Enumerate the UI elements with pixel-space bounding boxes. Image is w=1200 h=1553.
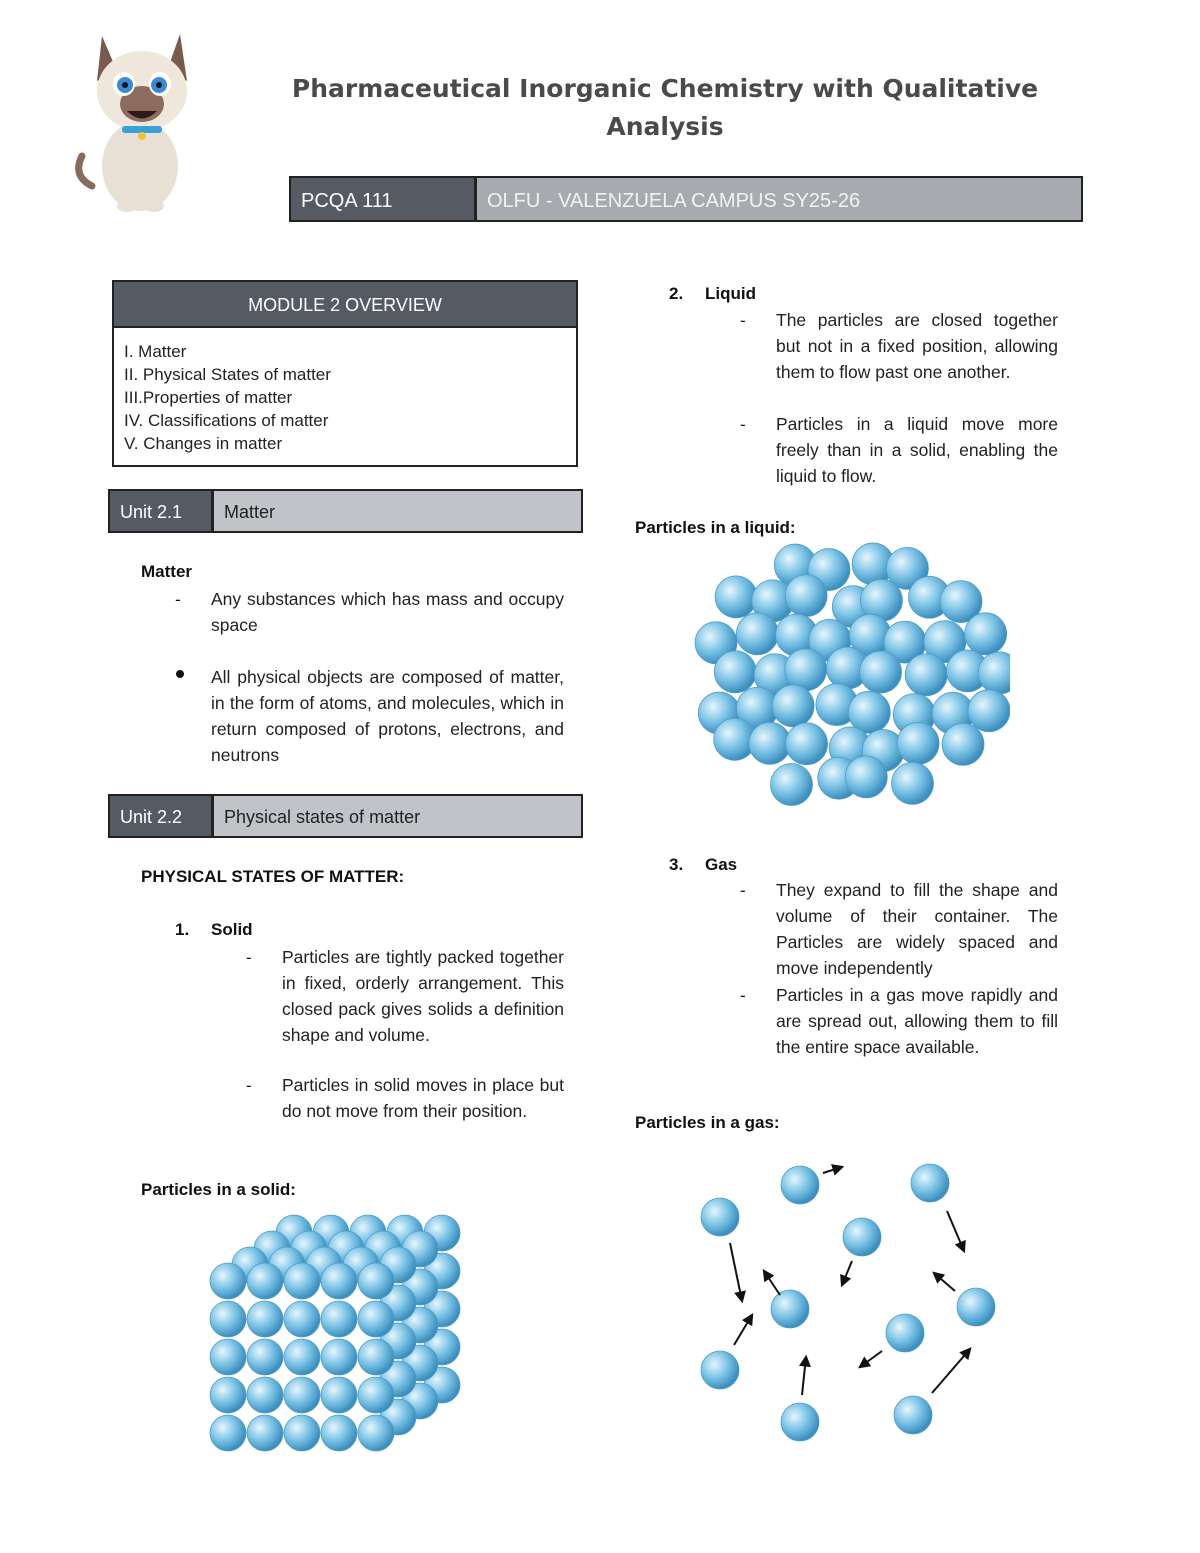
particle xyxy=(957,1288,995,1326)
liquid-heading: Liquid xyxy=(705,284,756,303)
gas-heading: Gas xyxy=(705,855,738,874)
particle xyxy=(701,1351,739,1389)
particle xyxy=(210,1339,246,1375)
solid-heading: Solid xyxy=(211,920,253,939)
liquid-number: 2. xyxy=(669,284,684,303)
states-heading: PHYSICAL STATES OF MATTER: xyxy=(141,867,405,886)
particle xyxy=(701,1198,739,1236)
particle xyxy=(886,1314,924,1352)
particle xyxy=(897,722,939,764)
particle xyxy=(210,1415,246,1451)
particle xyxy=(321,1377,357,1413)
cat-mascot-icon xyxy=(72,26,202,216)
particle xyxy=(749,722,791,764)
particle xyxy=(891,762,933,804)
particle xyxy=(911,1164,949,1202)
unit-code: Unit 2.1 xyxy=(110,491,214,531)
motion-arrow-icon xyxy=(934,1273,955,1291)
particle xyxy=(210,1377,246,1413)
particle xyxy=(736,613,778,655)
particle xyxy=(284,1415,320,1451)
particle xyxy=(358,1415,394,1451)
course-header-bar xyxy=(289,176,1083,222)
particle xyxy=(786,723,828,765)
dash-marker: - xyxy=(246,948,252,967)
particle xyxy=(321,1263,357,1299)
particle xyxy=(968,690,1010,732)
gas-particles-illustration xyxy=(690,1155,1010,1445)
overview-item: V. Changes in matter xyxy=(124,434,283,453)
particle xyxy=(321,1339,357,1375)
liquid-text-1: The particles are closed together but not in a fixed position, allowing them to flow past one another. xyxy=(776,310,1058,382)
particle xyxy=(284,1301,320,1337)
particle xyxy=(772,685,814,727)
gas-caption: Particles in a gas: xyxy=(635,1113,780,1132)
particle xyxy=(321,1415,357,1451)
liquid-text-2: Particles in a liquid move more freely than in a solid, enabling the liquid to flow. xyxy=(776,414,1058,486)
solid-text-1: Particles are tightly packed together in fixed, orderly arrangement. This closed pack gives solids a definition shape and volume. xyxy=(282,947,564,1045)
particle xyxy=(247,1263,283,1299)
particle xyxy=(785,649,827,691)
campus-label: OLFU - VALENZUELA CAMPUS SY25-26 xyxy=(487,190,861,212)
particle xyxy=(358,1263,394,1299)
dash-marker: - xyxy=(175,590,181,609)
particle xyxy=(247,1377,283,1413)
motion-arrow-icon xyxy=(764,1271,780,1295)
particle xyxy=(905,654,947,696)
matter-bullet: All physical objects are composed of matter, in the form of atoms, and molecules, which in return composed of protons, electrons, and neutrons xyxy=(211,667,564,765)
particle xyxy=(247,1339,283,1375)
liquid-particles-illustration xyxy=(690,535,1010,820)
solid-caption: Particles in a solid: xyxy=(141,1180,296,1199)
gas-number: 3. xyxy=(669,855,684,874)
unit-name: Matter xyxy=(224,502,276,522)
unit-code: Unit 2.2 xyxy=(110,796,214,836)
gas-text-2: Particles in a gas move rapidly and are spread out, allowing them to fill the entire space available. xyxy=(776,985,1058,1057)
particle xyxy=(715,576,757,618)
unit-name: Physical states of matter xyxy=(224,807,421,827)
unit-2-1-bar xyxy=(108,489,583,533)
particle xyxy=(714,651,756,693)
particle xyxy=(965,613,1007,655)
gas-text-1: They expand to fill the shape and volume of their container. The Particles are widely spaced and move independently xyxy=(776,880,1058,978)
particle xyxy=(210,1263,246,1299)
particle xyxy=(845,756,887,798)
motion-arrow-icon xyxy=(947,1211,964,1251)
motion-arrow-icon xyxy=(842,1261,852,1285)
overview-list xyxy=(114,328,576,465)
particle xyxy=(860,651,902,693)
motion-arrow-icon xyxy=(823,1167,842,1173)
motion-arrow-icon xyxy=(730,1243,742,1301)
particle xyxy=(771,764,813,806)
course-code: PCQA 111 xyxy=(291,178,477,220)
solid-text-2: Particles in solid moves in place but do not move from their position. xyxy=(282,1075,564,1121)
particle xyxy=(321,1301,357,1337)
solid-particles-illustration xyxy=(200,1205,510,1470)
particle xyxy=(894,1396,932,1434)
motion-arrow-icon xyxy=(734,1315,752,1345)
particle xyxy=(781,1403,819,1441)
document-title: Pharmaceutical Inorganic Chemistry with Qualitative Analysis xyxy=(291,74,1039,141)
particle xyxy=(284,1263,320,1299)
bullet-dot-icon xyxy=(176,670,184,678)
particle xyxy=(247,1301,283,1337)
dash-marker: - xyxy=(740,881,746,900)
overview-item: IV. Classifications of matter xyxy=(124,411,329,430)
dash-marker: - xyxy=(740,415,746,434)
liquid-caption: Particles in a liquid: xyxy=(635,518,796,537)
overview-item: II. Physical States of matter xyxy=(124,365,331,384)
matter-definition: Any substances which has mass and occupy space xyxy=(211,589,564,635)
dash-marker: - xyxy=(740,311,746,330)
overview-item: I. Matter xyxy=(124,342,187,361)
particle xyxy=(942,723,984,765)
motion-arrow-icon xyxy=(932,1349,970,1393)
particle xyxy=(284,1377,320,1413)
particle xyxy=(358,1339,394,1375)
unit-2-2-bar xyxy=(108,794,583,838)
module-overview-box xyxy=(112,280,578,467)
matter-heading: Matter xyxy=(141,562,193,581)
particle xyxy=(358,1301,394,1337)
motion-arrow-icon xyxy=(802,1357,806,1395)
particle xyxy=(284,1339,320,1375)
dash-marker: - xyxy=(246,1076,252,1095)
particle xyxy=(247,1415,283,1451)
overview-item: III.Properties of matter xyxy=(124,388,293,407)
particle xyxy=(785,575,827,617)
particle xyxy=(210,1301,246,1337)
particle xyxy=(781,1166,819,1204)
particle xyxy=(771,1290,809,1328)
overview-heading: MODULE 2 OVERVIEW xyxy=(114,282,576,328)
particle xyxy=(843,1218,881,1256)
dash-marker: - xyxy=(740,986,746,1005)
solid-number: 1. xyxy=(175,920,190,939)
particle xyxy=(358,1377,394,1413)
motion-arrow-icon xyxy=(860,1351,882,1367)
